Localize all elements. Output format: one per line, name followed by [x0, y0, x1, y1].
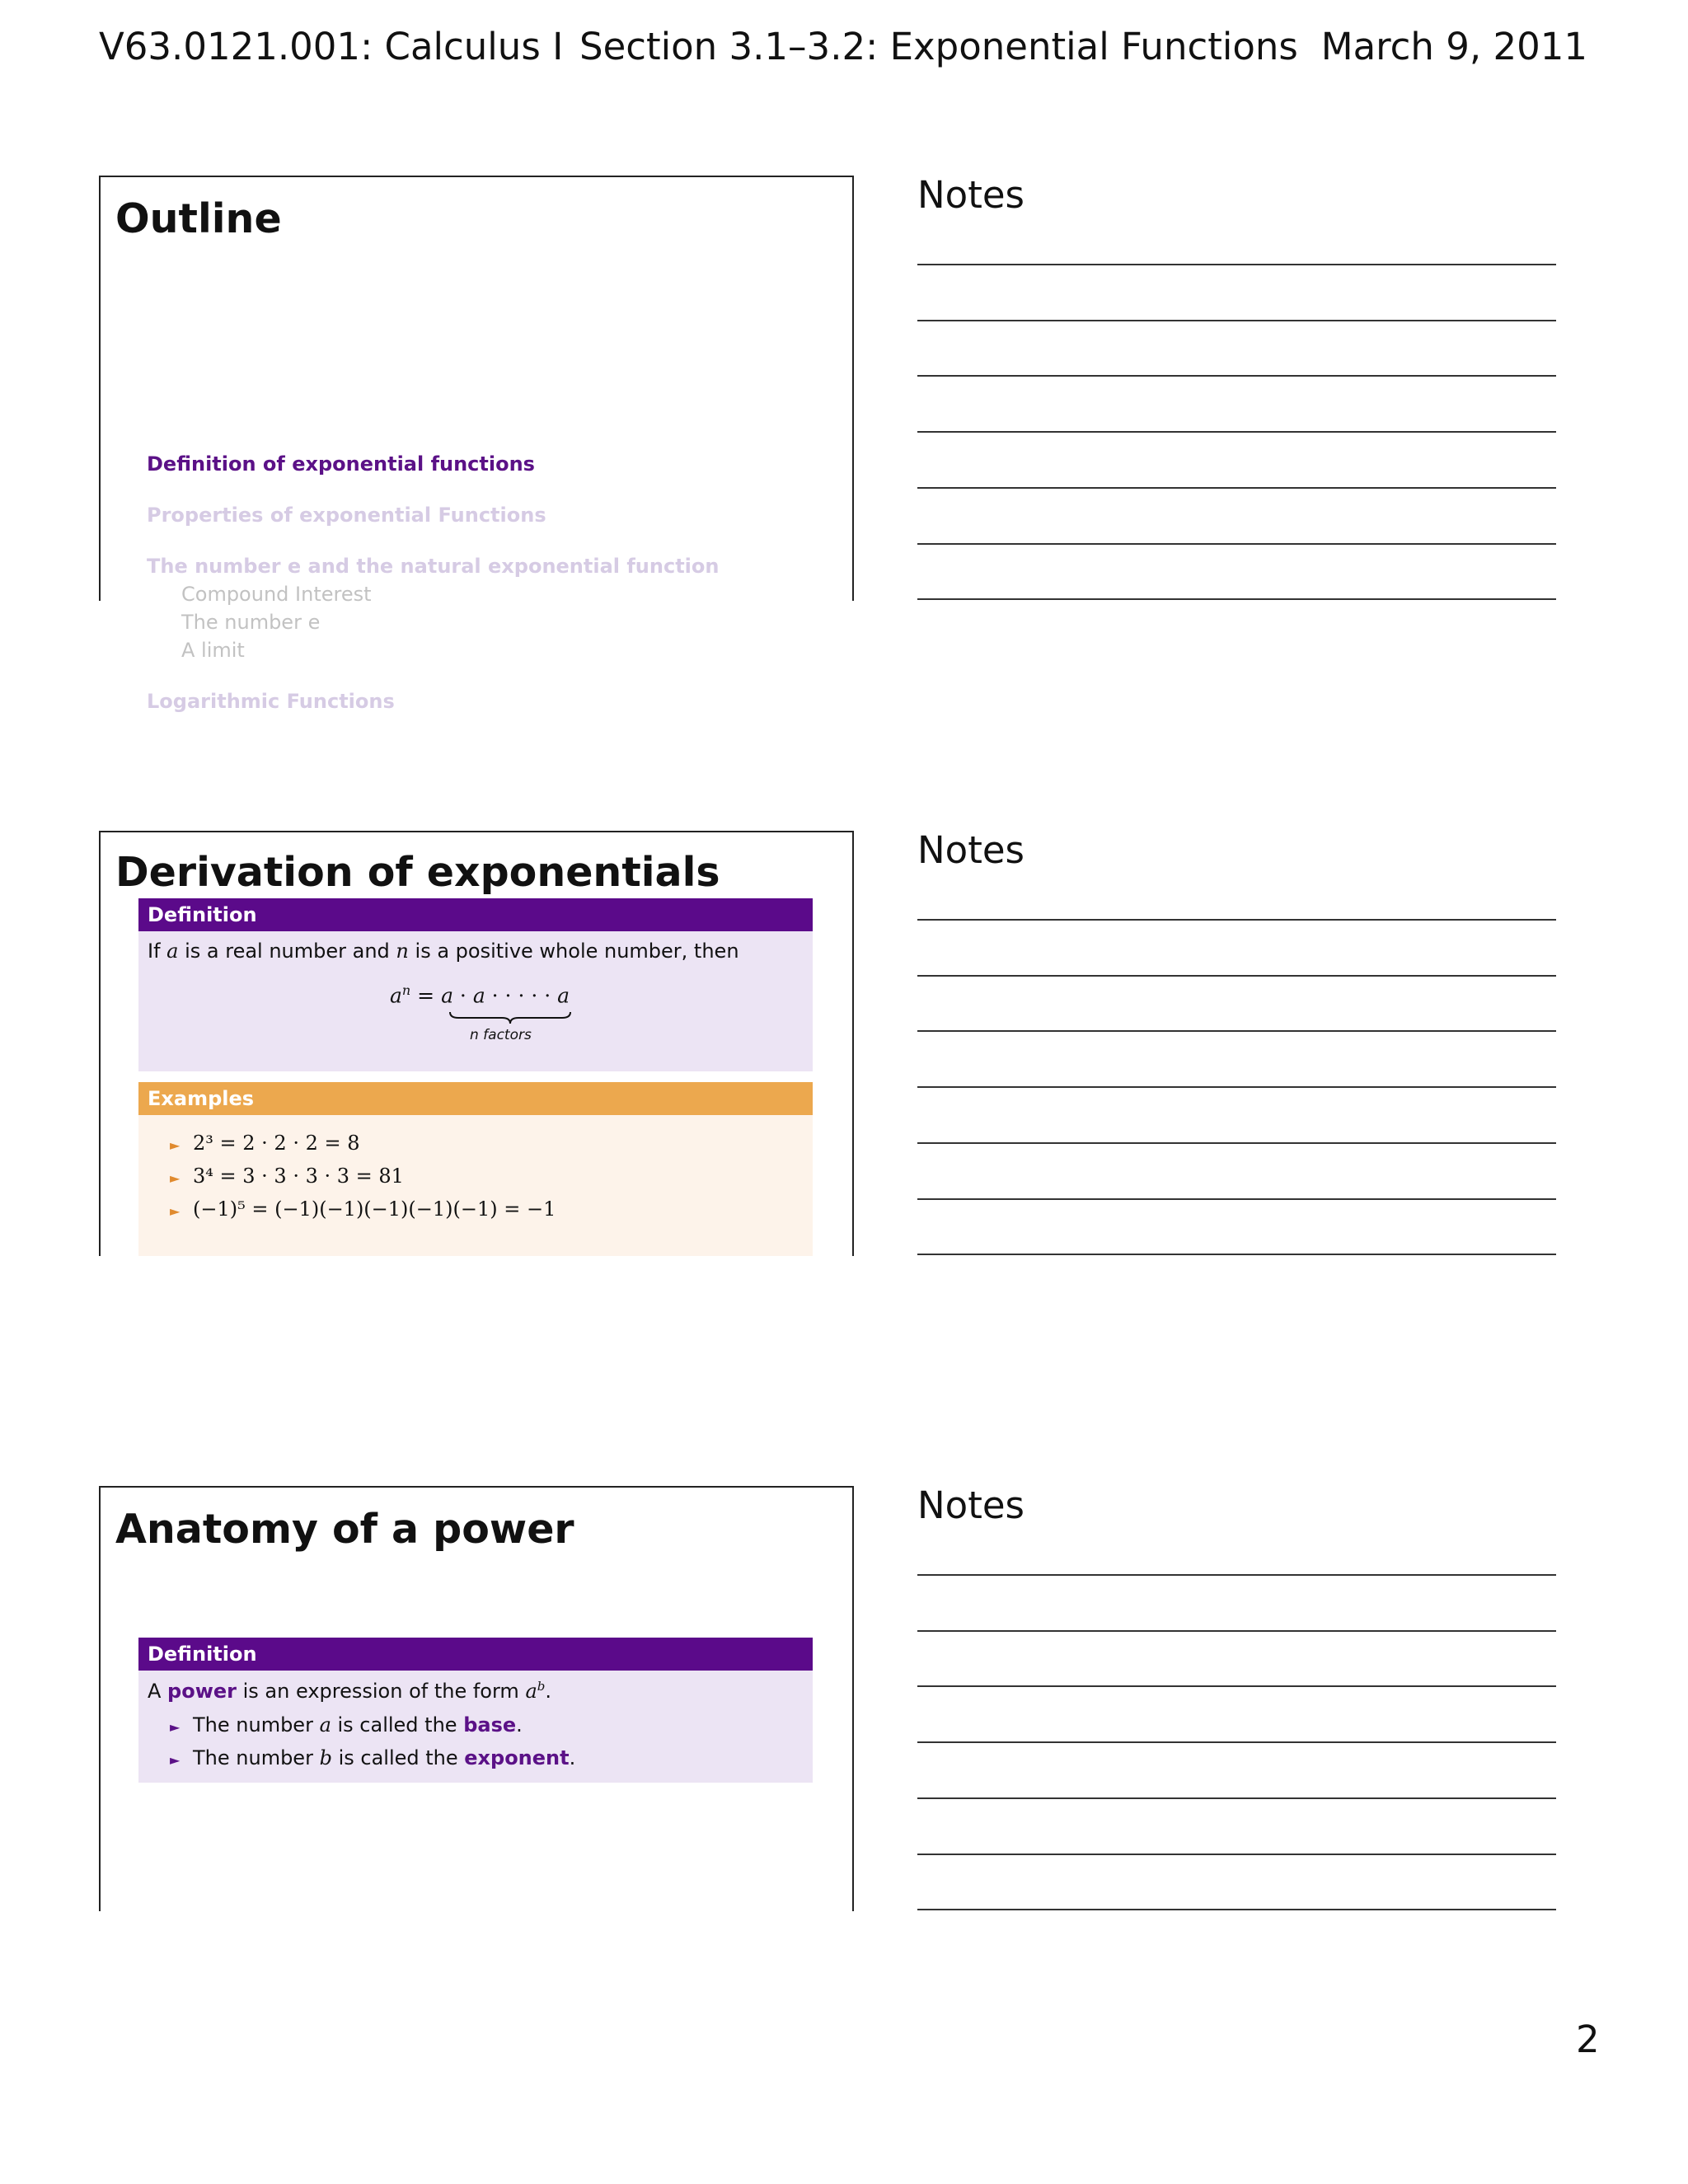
- note-line: [917, 431, 1556, 433]
- examples-body: [138, 1115, 813, 1256]
- note-line: [917, 1741, 1556, 1743]
- outline-item: Logarithmic Functions: [147, 690, 395, 713]
- definition-bullet: ► The number b is called the exponent.: [170, 1746, 576, 1769]
- outline-item: Properties of exponential Functions: [147, 504, 546, 527]
- example-item: ► (−1)⁵ = (−1)(−1)(−1)(−1)(−1) = −1: [170, 1197, 556, 1221]
- example-item: ► 3⁴ = 3 · 3 · 3 · 3 = 81: [170, 1165, 404, 1188]
- brace-label: n factors: [470, 1027, 532, 1043]
- note-line: [917, 487, 1556, 489]
- examples-header: Examples: [138, 1082, 813, 1115]
- note-line: [917, 598, 1556, 600]
- note-line: [917, 1086, 1556, 1088]
- slide-derivation: [99, 831, 854, 1256]
- slide-outline: [99, 176, 854, 713]
- page-number: 2: [1576, 2018, 1600, 2061]
- notes-label: Notes: [917, 173, 1025, 217]
- note-line: [917, 1142, 1556, 1144]
- note-line: [917, 543, 1556, 545]
- definition-body: [138, 931, 813, 1071]
- note-line: [917, 1254, 1556, 1255]
- note-line: [917, 1854, 1556, 1855]
- outline-subitem: A limit: [181, 639, 245, 662]
- note-line: [917, 1909, 1556, 1910]
- note-line: [917, 1630, 1556, 1632]
- notes-label: Notes: [917, 828, 1025, 872]
- note-line: [917, 975, 1556, 977]
- definition-formula: $a^n = a \cdot a$ · · · · · a: [390, 982, 570, 1008]
- note-line: [917, 320, 1556, 321]
- note-line: [917, 1198, 1556, 1200]
- notes-label: Notes: [917, 1483, 1025, 1527]
- slide-title: Anatomy of a power: [115, 1506, 574, 1553]
- note-line: [917, 264, 1556, 265]
- outline-subitem: Compound Interest: [181, 583, 372, 606]
- note-line: [917, 1574, 1556, 1576]
- note-line: [917, 1685, 1556, 1687]
- definition-body: [138, 1671, 813, 1783]
- note-line: [917, 375, 1556, 377]
- underbrace: [448, 1010, 572, 1025]
- slide-title: Outline: [115, 195, 282, 242]
- note-line: [917, 1797, 1556, 1799]
- slide-title: Derivation of exponentials: [115, 849, 720, 896]
- definition-header: Definition: [138, 898, 813, 931]
- header-course: V63.0121.001: Calculus I: [99, 25, 564, 68]
- definition-header: Definition: [138, 1638, 813, 1671]
- definition-text: If a is a real number and n is a positive whole number, then: [148, 940, 739, 963]
- outline-subitem: The number e: [181, 611, 321, 634]
- header-section: Section 3.1–3.2: Exponential Functions: [579, 25, 1298, 68]
- outline-item: The number e and the natural exponential function: [147, 555, 720, 578]
- outline-item: Definition of exponential functions: [147, 452, 535, 476]
- definition-line: A power is an expression of the form $a^b$.: [148, 1679, 551, 1703]
- definition-bullet: ► The number a is called the base.: [170, 1713, 523, 1736]
- header-date: March 9, 2011: [1320, 25, 1587, 68]
- slide-anatomy: [99, 1486, 854, 1911]
- example-item: ► 2³ = 2 · 2 · 2 = 8: [170, 1132, 360, 1155]
- note-line: [917, 1030, 1556, 1032]
- note-line: [917, 919, 1556, 921]
